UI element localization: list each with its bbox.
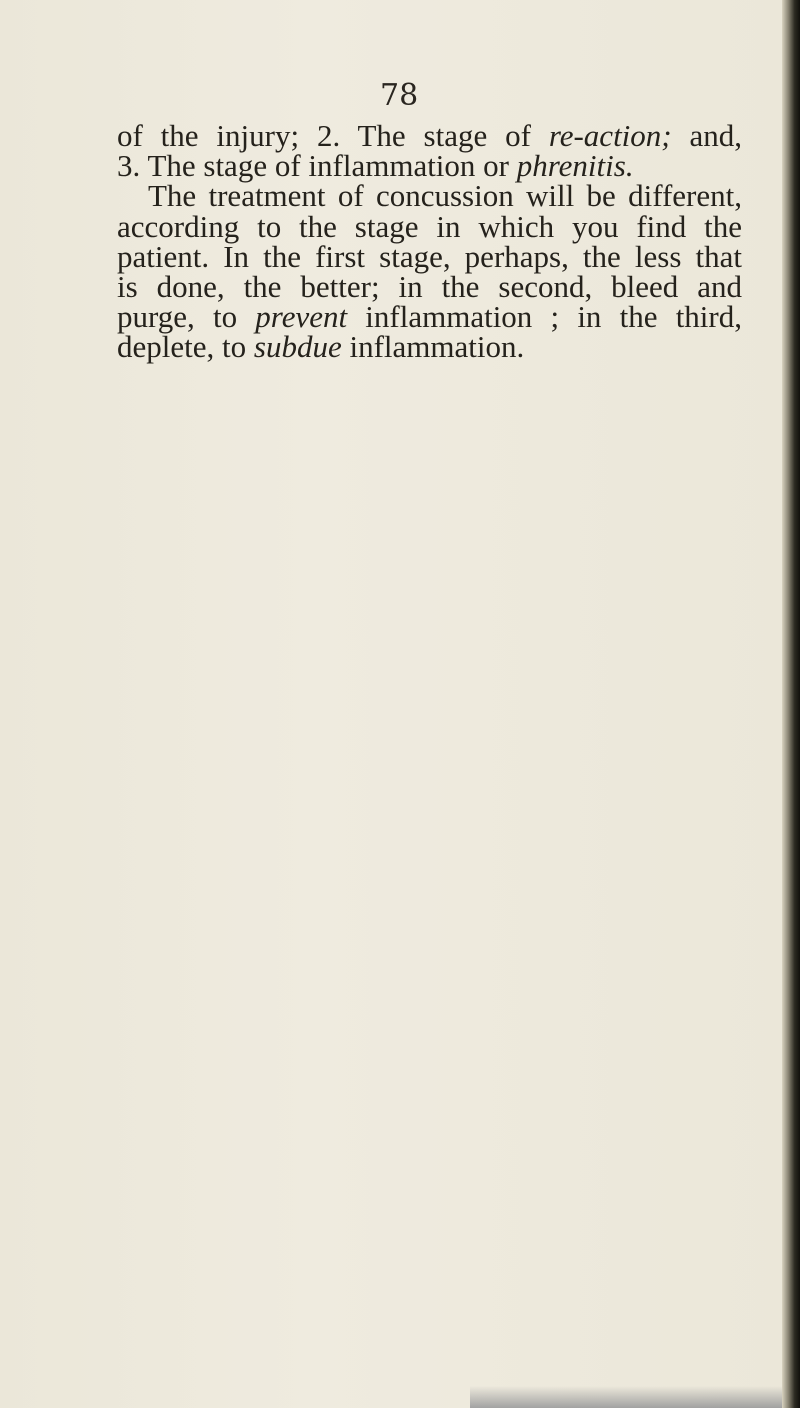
text-run: The treatment of concussion will be different,: [148, 178, 742, 214]
text-run: deplete, to: [117, 329, 254, 365]
text-run-italic: prevent: [255, 299, 348, 335]
text-run: inflammation ; in the third,: [347, 299, 742, 335]
text-run: and,: [671, 118, 742, 153]
body-text: [117, 118, 742, 365]
text-run-italic: subdue: [253, 329, 342, 365]
text-line: [117, 238, 742, 274]
text-line: [117, 178, 742, 214]
text-line: [117, 329, 742, 365]
page-shadow: [470, 1386, 786, 1408]
text-run: is done, the better; in the second, bleed and: [117, 269, 742, 305]
text-line: [117, 269, 742, 305]
text-line: [117, 208, 742, 244]
text-run: patient. In the first stage, perhaps, the less that: [117, 238, 742, 274]
text-line: [117, 148, 742, 184]
page-number: 78: [380, 78, 419, 113]
text-line: [117, 299, 742, 335]
text-run: 3. The stage of inflammation or: [117, 148, 517, 184]
text-run: purge, to: [117, 299, 256, 335]
text-run-italic: re-action;: [548, 118, 672, 153]
text-run: of the injury; 2. The stage of: [117, 118, 549, 153]
text-run: inflammation.: [341, 329, 525, 365]
book-spine-edge: [782, 0, 800, 1408]
text-line: [117, 118, 742, 153]
text-run-italic: phrenitis.: [516, 148, 634, 184]
text-run: according to the stage in which you find the: [117, 208, 742, 244]
